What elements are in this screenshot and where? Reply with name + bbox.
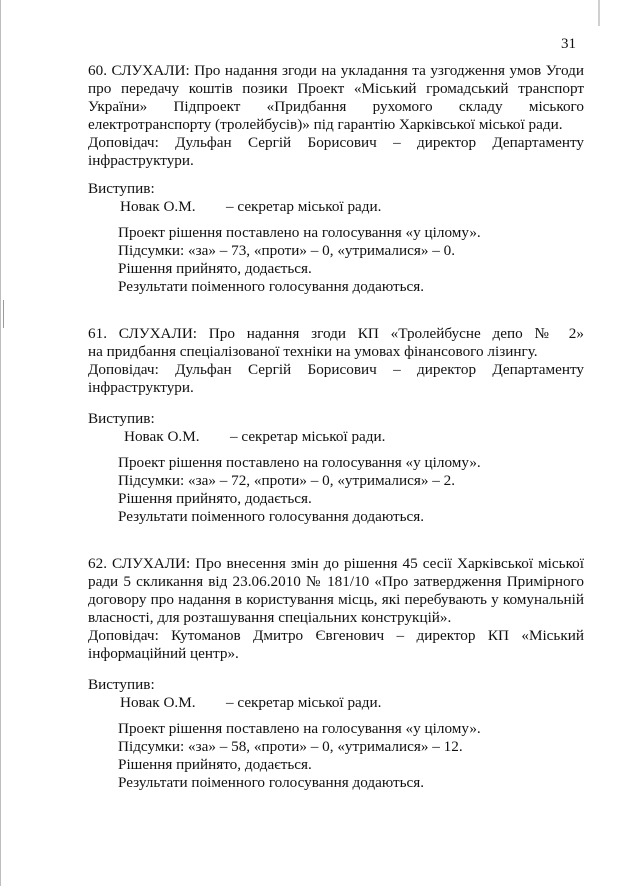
speaker-role: – секретар міської ради. [226,198,382,215]
reporter-line: інформаційний центр». [88,645,239,662]
speaker-line [88,428,584,446]
speaker-name: Новак О.М. [120,198,196,215]
item-heading-line: 60. СЛУХАЛИ: Про надання згоди на укладання та узгодження умов Угоди [88,62,584,79]
agenda-item-61 [88,325,584,397]
result-line: Проект рішення поставлено на голосування «у цілому». [118,224,481,241]
item-heading-line: власності, для розташування спеціальних конструкцій». [88,609,452,626]
speaker-role: – секретар міської ради. [230,428,386,445]
speeches-label: Виступив: [88,180,155,197]
item-heading-line: електротранспорту (тролейбусів)» під гарантію Харківської міської ради. [88,116,563,133]
reporter-line: Доповідач: Дульфан Сергій Борисович – директор Департаменту [88,134,584,151]
item-heading-line: України» Підпроект «Придбання рухомого складу міського [88,98,584,115]
item-heading-line: 62. СЛУХАЛИ: Про внесення змін до рішення 45 сесії Харківської міської [88,555,584,572]
scan-edge [0,0,1,886]
speeches-label: Виступив: [88,410,155,427]
speaker-role: – секретар міської ради. [226,694,382,711]
speaker-line [88,198,584,216]
result-line: Проект рішення поставлено на голосування «у цілому». [118,454,481,471]
item-heading-line: на придбання спеціалізованої техніки на умовах фінансового лізингу. [88,343,538,360]
item-heading-line: договору про надання в користування місць, які перебувають у комунальній [88,591,584,608]
speeches-block-62 [88,676,584,712]
result-line: Підсумки: «за» – 72, «проти» – 0, «утрималися» – 2. [118,472,456,489]
scan-edge-mark [3,300,4,328]
result-line: Результати поіменного голосування додаються. [118,774,425,791]
voting-results-61 [88,454,584,526]
reporter-line: інфраструктури. [88,152,194,169]
voting-results-60 [88,224,584,296]
speaker-line [88,694,584,712]
result-line: Результати поіменного голосування додаються. [118,278,425,295]
speeches-block-60 [88,180,584,216]
item-heading-line: ради 5 скликання від 23.06.2010 № 181/10 «Про затвердження Примірного [88,573,584,590]
item-heading-line: 61. СЛУХАЛИ: Про надання згоди КП «Тролейбусне депо № 2» [88,325,584,342]
page-number: 31 [561,36,576,52]
speeches-block-61 [88,410,584,446]
result-line: Підсумки: «за» – 73, «проти» – 0, «утрималися» – 0. [118,242,456,259]
scan-edge-mark [598,0,600,26]
agenda-item-62 [88,555,584,663]
reporter-line: інфраструктури. [88,379,194,396]
reporter-line: Доповідач: Дульфан Сергій Борисович – директор Департаменту [88,361,584,378]
result-line: Рішення прийнято, додається. [118,756,312,773]
result-line: Підсумки: «за» – 58, «проти» – 0, «утрималися» – 12. [118,738,463,755]
result-line: Рішення прийнято, додається. [118,260,312,277]
result-line: Рішення прийнято, додається. [118,490,312,507]
speaker-name: Новак О.М. [124,428,200,445]
speeches-label: Виступив: [88,676,155,693]
voting-results-62 [88,720,584,792]
item-heading-line: про передачу коштів позики Проект «Міський громадський транспорт [88,80,584,97]
agenda-item-60 [88,62,584,170]
speaker-name: Новак О.М. [120,694,196,711]
result-line: Результати поіменного голосування додаються. [118,508,425,525]
reporter-line: Доповідач: Кутоманов Дмитро Євгенович – директор КП «Міський [88,627,584,644]
result-line: Проект рішення поставлено на голосування «у цілому». [118,720,481,737]
